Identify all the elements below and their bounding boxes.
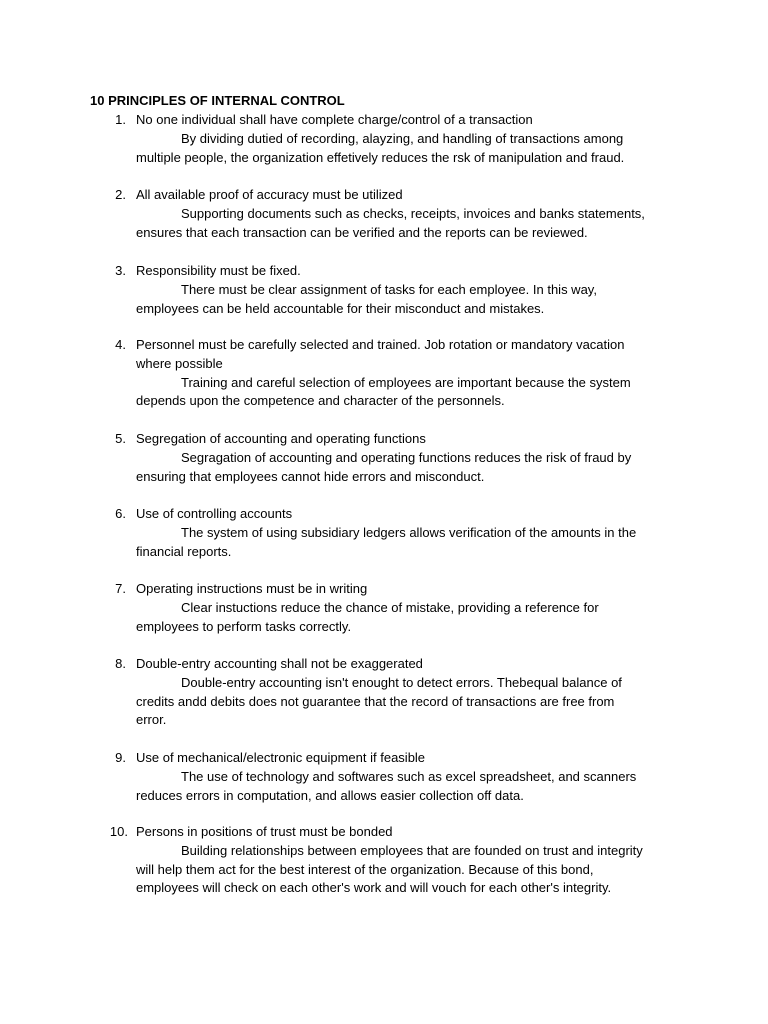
principle-heading-line: where possible <box>136 355 223 371</box>
principle-number: 5. <box>115 431 126 446</box>
principle-item <box>0 823 768 898</box>
principle-explanation <box>136 674 696 730</box>
principle-item <box>0 655 768 730</box>
principle-explanation <box>136 524 696 562</box>
explanation-line: The system of using subsidiary ledgers allows verification of the amounts in the <box>181 524 637 540</box>
principle-explanation <box>136 130 696 168</box>
principle-heading-line: Use of controlling accounts <box>136 506 293 521</box>
principle-heading-line: Persons in positions of trust must be bonded <box>136 824 393 839</box>
principle-heading-line: Responsibility must be fixed. <box>136 263 301 278</box>
principle-heading-line: Segregation of accounting and operating functions <box>136 431 426 446</box>
principle-number: 6. <box>115 506 126 521</box>
explanation-line: The use of technology and softwares such as excel spreadsheet, and scanners <box>181 768 637 784</box>
principle-number: 2. <box>115 187 126 202</box>
principle-number: 8. <box>115 656 126 671</box>
principle-explanation <box>136 599 696 637</box>
principle-number: 10. <box>109 824 128 839</box>
principle-heading <box>136 111 696 130</box>
principle-heading-line: No one individual shall have complete charge/control of a transaction <box>136 112 533 127</box>
principle-explanation <box>136 281 696 319</box>
principle-heading-line: Double-entry accounting shall not be exaggerated <box>136 656 423 671</box>
principle-explanation <box>136 768 696 806</box>
explanation-line: will help them act for the best interest of the organization. Because of this bond, <box>136 861 594 877</box>
document-title: 10 PRINCIPLES OF INTERNAL CONTROL <box>90 93 345 108</box>
explanation-line: Building relationships between employees that are founded on trust and integrity <box>181 842 643 858</box>
explanation-line: employees to perform tasks correctly. <box>136 618 352 634</box>
explanation-line: ensuring that employees cannot hide errors and misconduct. <box>136 468 485 484</box>
principle-heading-line: All available proof of accuracy must be utilized <box>136 187 403 202</box>
principle-number: 7. <box>115 581 126 596</box>
explanation-line: reduces errors in computation, and allows easier collection off data. <box>136 787 524 803</box>
principle-item <box>0 580 768 636</box>
explanation-line: By dividing dutied of recording, alayzing, and handling of transactions among <box>181 130 624 146</box>
explanation-line: ensures that each transaction can be verified and the reports can be reviewed. <box>136 224 588 240</box>
explanation-line: Segragation of accounting and operating functions reduces the risk of fraud by <box>181 449 632 465</box>
principle-heading <box>136 505 696 524</box>
explanation-line: Training and careful selection of employees are important because the system <box>181 374 631 390</box>
principle-item <box>0 186 768 242</box>
principle-heading <box>136 430 696 449</box>
principle-item <box>0 336 768 411</box>
principle-number: 3. <box>115 263 126 278</box>
principle-item <box>0 749 768 805</box>
principle-explanation <box>136 205 696 243</box>
explanation-line: Supporting documents such as checks, receipts, invoices and banks statements, <box>181 205 645 221</box>
principle-explanation <box>136 449 696 487</box>
explanation-line: error. <box>136 712 167 728</box>
explanation-line: Double-entry accounting isn't enought to detect errors. Thebequal balance of <box>181 674 622 690</box>
principle-explanation <box>136 842 696 898</box>
explanation-line: employees can be held accountable for their misconduct and mistakes. <box>136 300 545 316</box>
principle-number: 9. <box>115 750 126 765</box>
principle-heading-line: Personnel must be carefully selected and trained. Job rotation or mandatory vacation <box>136 337 625 352</box>
principle-number: 1. <box>115 112 126 127</box>
principle-heading-line: Use of mechanical/electronic equipment if feasible <box>136 750 426 765</box>
explanation-line: employees will check on each other's work and will vouch for each other's integrity. <box>136 880 612 896</box>
principle-item <box>0 262 768 318</box>
principle-item <box>0 111 768 167</box>
explanation-line: credits andd debits does not guarantee that the record of transactions are free from <box>136 693 615 709</box>
principle-heading <box>136 186 696 205</box>
principle-number: 4. <box>115 337 126 352</box>
principle-heading <box>136 749 696 768</box>
explanation-line: depends upon the competence and character of the personnels. <box>136 393 505 409</box>
principle-heading <box>136 580 696 599</box>
explanation-line: Clear instuctions reduce the chance of mistake, providing a reference for <box>181 599 599 615</box>
principle-heading <box>136 262 696 281</box>
principle-item <box>0 505 768 561</box>
principle-explanation <box>136 374 696 412</box>
principle-heading <box>136 655 696 674</box>
explanation-line: There must be clear assignment of tasks for each employee. In this way, <box>181 281 597 297</box>
principle-heading <box>136 336 696 374</box>
principle-item <box>0 430 768 486</box>
principle-heading-line: Operating instructions must be in writing <box>136 581 368 596</box>
explanation-line: financial reports. <box>136 543 232 559</box>
explanation-line: multiple people, the organization effetively reduces the rsk of manipulation and fraud. <box>136 149 625 165</box>
principle-heading <box>136 823 696 842</box>
